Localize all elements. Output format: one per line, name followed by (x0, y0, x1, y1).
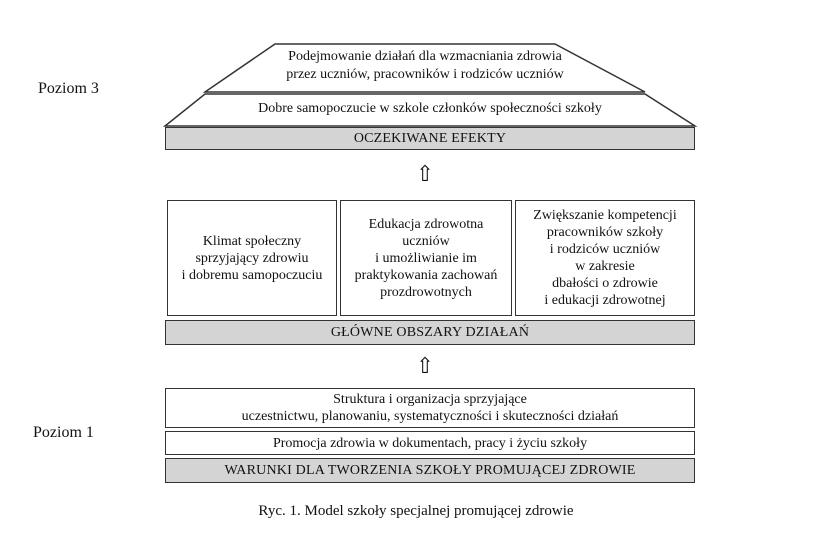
area-line: i umożliwianie im (375, 250, 477, 266)
area-line: Edukacja zdrowotna (368, 216, 484, 232)
main-areas-bar: GŁÓWNE OBSZARY DZIAŁAŃ (165, 320, 695, 345)
roof-top-line: przez uczniów, pracowników i rodziców uczniów (286, 67, 564, 82)
area-line: pracowników szkoły (546, 225, 664, 240)
area-line: Zwiększanie kompetencji (533, 208, 677, 223)
area-line: uczniów (402, 233, 450, 249)
area-line: w zakresie (575, 259, 635, 274)
area-line: i dobremu samopoczuciu (181, 267, 323, 283)
area-line: prozdrowotnych (380, 284, 472, 300)
promotion-box: Promocja zdrowia w dokumentach, pracy i życiu szkoły (165, 431, 695, 455)
area-line: sprzyjający zdrowiu (195, 250, 309, 266)
conditions-bar: WARUNKI DLA TWORZENIA SZKOŁY PROMUJĄCEJ ZDROWIE (165, 458, 695, 483)
level-1-label: Poziom 1 (33, 424, 94, 441)
roof-top-line: Podejmowanie działań dla wzmacniania zdrowia (288, 49, 562, 64)
arrow-up-icon: ⇧ (415, 161, 435, 186)
area-line: praktykowania zachowań (354, 267, 498, 283)
structure-line: Struktura i organizacja sprzyjające (333, 392, 527, 407)
roof-top-text (205, 48, 645, 84)
figure-caption: Ryc. 1. Model szkoły specjalnej promującej zdrowie (258, 503, 574, 519)
expected-effects-bar: OCZEKIWANE EFEKTY (165, 127, 695, 150)
roof-middle-text: Dobre samopoczucie w szkole członków społeczności szkoły (258, 101, 602, 116)
structure-line: uczestnictwu, planowaniu, systematyczności i skuteczności działań (241, 409, 619, 424)
area-box-climate (167, 200, 337, 316)
area-box-education (340, 200, 512, 316)
area-line: dbałości o zdrowie (552, 276, 658, 291)
area-box-competences (515, 200, 695, 316)
arrow-up-icon: ⇧ (415, 353, 435, 378)
area-line: i rodziców uczniów (549, 242, 661, 257)
area-line: Klimat społeczny (202, 233, 302, 249)
level-3-label: Poziom 3 (38, 80, 99, 97)
structure-box (165, 388, 695, 428)
area-line: i edukacji zdrowotnej (544, 293, 666, 308)
